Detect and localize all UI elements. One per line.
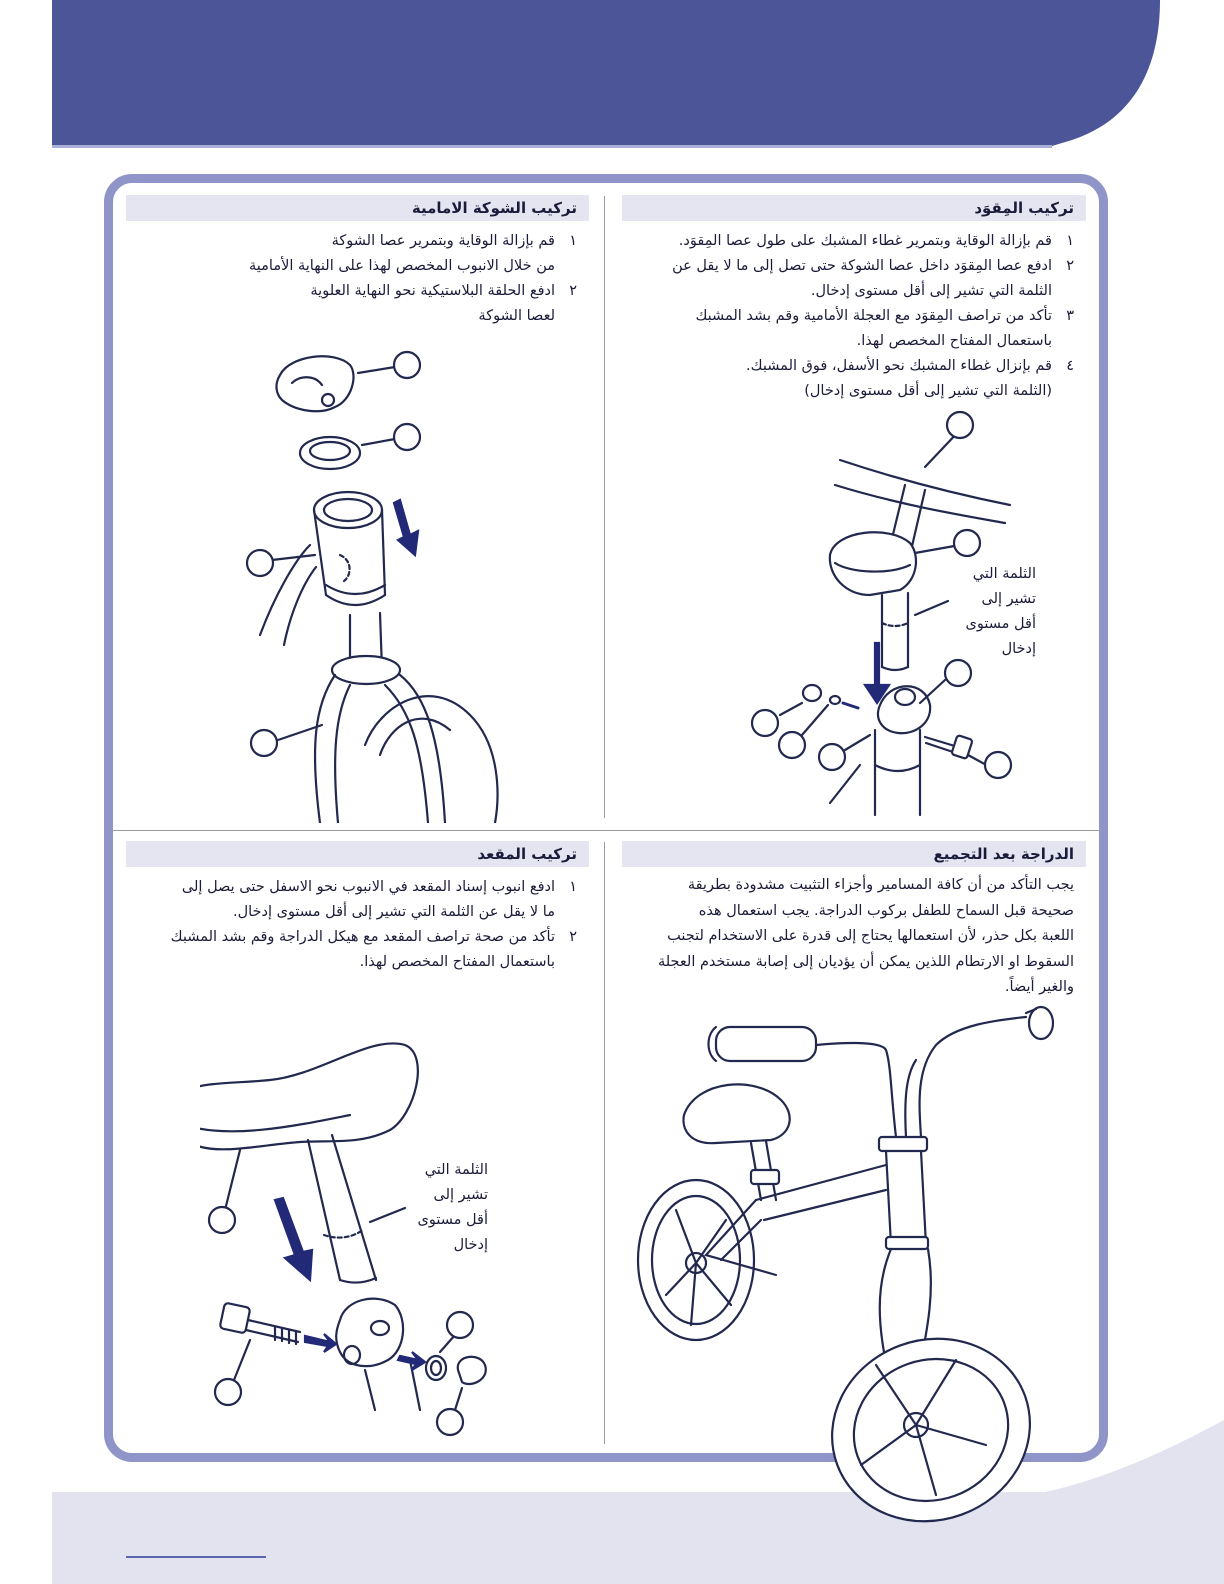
front-fork-illustration [240,345,540,823]
step-number: ٢ [569,283,577,299]
step-text: تأكد من صحة تراصف المقعد مع هيكل الدراجة وقم بشد المشبك [170,929,555,945]
safety-paragraph: يجب التأكد من أن كافة المسامير وأجزاء التثبيت مشدودة بطريقة صحيحة قبل السماح للطفل بركوب الدراجة. يجب استعمال هذه اللعبة بكل حذر، لأن استعمالها يحتاج إلى قدرة على الاستخدام لتجنب السقوط او الارتطام اللذين يمكن أن يؤديان إلى إصابة مستخدم العجلة والغير أيضاً. [657,877,1074,995]
step-number: ١ [569,879,577,895]
section-title: تركيب المقعد [126,841,589,867]
assembled-bike-illustration [636,1005,1066,1525]
seat-illustration [200,1030,500,1440]
section-title: تركيب الشوكة الامامية [126,195,589,221]
step-number: ٣ [1066,308,1074,324]
step-text: لعصا الشوكة [478,308,555,324]
step-item [622,354,1086,404]
header-band [52,0,1160,148]
step-number: ١ [1066,233,1074,249]
step-number: ١ [569,233,577,249]
handlebar-illustration [740,405,1040,825]
horizontal-divider [112,830,1100,831]
step-item [126,875,589,925]
steps-list [622,229,1086,404]
step-item [622,229,1086,254]
notch-callout-seat: الثلمة التي تشير إلى أقل مستوى إدخال [417,1162,488,1253]
vertical-divider-bottom [604,842,605,1444]
step-text: قم بإزالة الوقاية وبتمرير عصا الشوكة [331,233,555,249]
steps-list [126,875,589,975]
steps-list [126,229,589,329]
seat-section [126,841,589,975]
step-text: باستعمال المفتاح المخصص لهذا. [359,954,555,970]
section-title: الدراجة بعد التجميع [622,841,1086,867]
step-text: ادفع عصا المِقوَد داخل عصا الشوكة حتى تصل إلى ما لا يقل عن [672,258,1052,274]
step-number: ٢ [1066,258,1074,274]
step-text: (الثلمة التي تشير إلى أقل مستوى إدخال) [804,383,1052,399]
step-number: ٤ [1066,358,1074,374]
step-text: من خلال الانبوب المخصص لهذا على النهاية الأمامية [248,258,555,274]
assembled-bike-section [622,841,1086,1001]
step-item [126,229,589,279]
step-item [126,279,589,329]
step-text: ادفع الحلقة البلاستيكية نحو النهاية العلوية [310,283,555,299]
step-number: ٢ [569,929,577,945]
step-item [622,304,1086,354]
step-text: تأكد من تراصف المِقوَد مع العجلة الأمامية وقم بشد المشبك [695,308,1052,324]
step-item [622,254,1086,304]
step-text: قم بإزالة الوقاية وبتمرير غطاء المشبك على طول عصا المِقوَد. [678,233,1052,249]
step-text: باستعمال المفتاح المخصص لهذا. [856,333,1052,349]
step-text: ما لا يقل عن الثلمة التي تشير إلى أقل مستوى إدخال. [232,904,555,920]
notch-callout-handlebar: الثلمة التي تشير إلى أقل مستوى إدخال [965,566,1036,657]
step-text: الثلمة التي تشير إلى أقل مستوى إدخال. [810,283,1052,299]
section-title: تركيب المِقوَد [622,195,1086,221]
step-text: قم بإنزال غطاء المشبك نحو الأسفل، فوق المشبك. [746,358,1052,374]
step-item [126,925,589,975]
handlebar-section [622,195,1086,404]
vertical-divider-top [604,196,605,818]
footer-link-line [126,1556,266,1558]
step-text: ادفع انبوب إسناد المقعد في الانبوب نحو الاسفل حتى يصل إلى [181,879,555,895]
front-fork-section [126,195,589,329]
